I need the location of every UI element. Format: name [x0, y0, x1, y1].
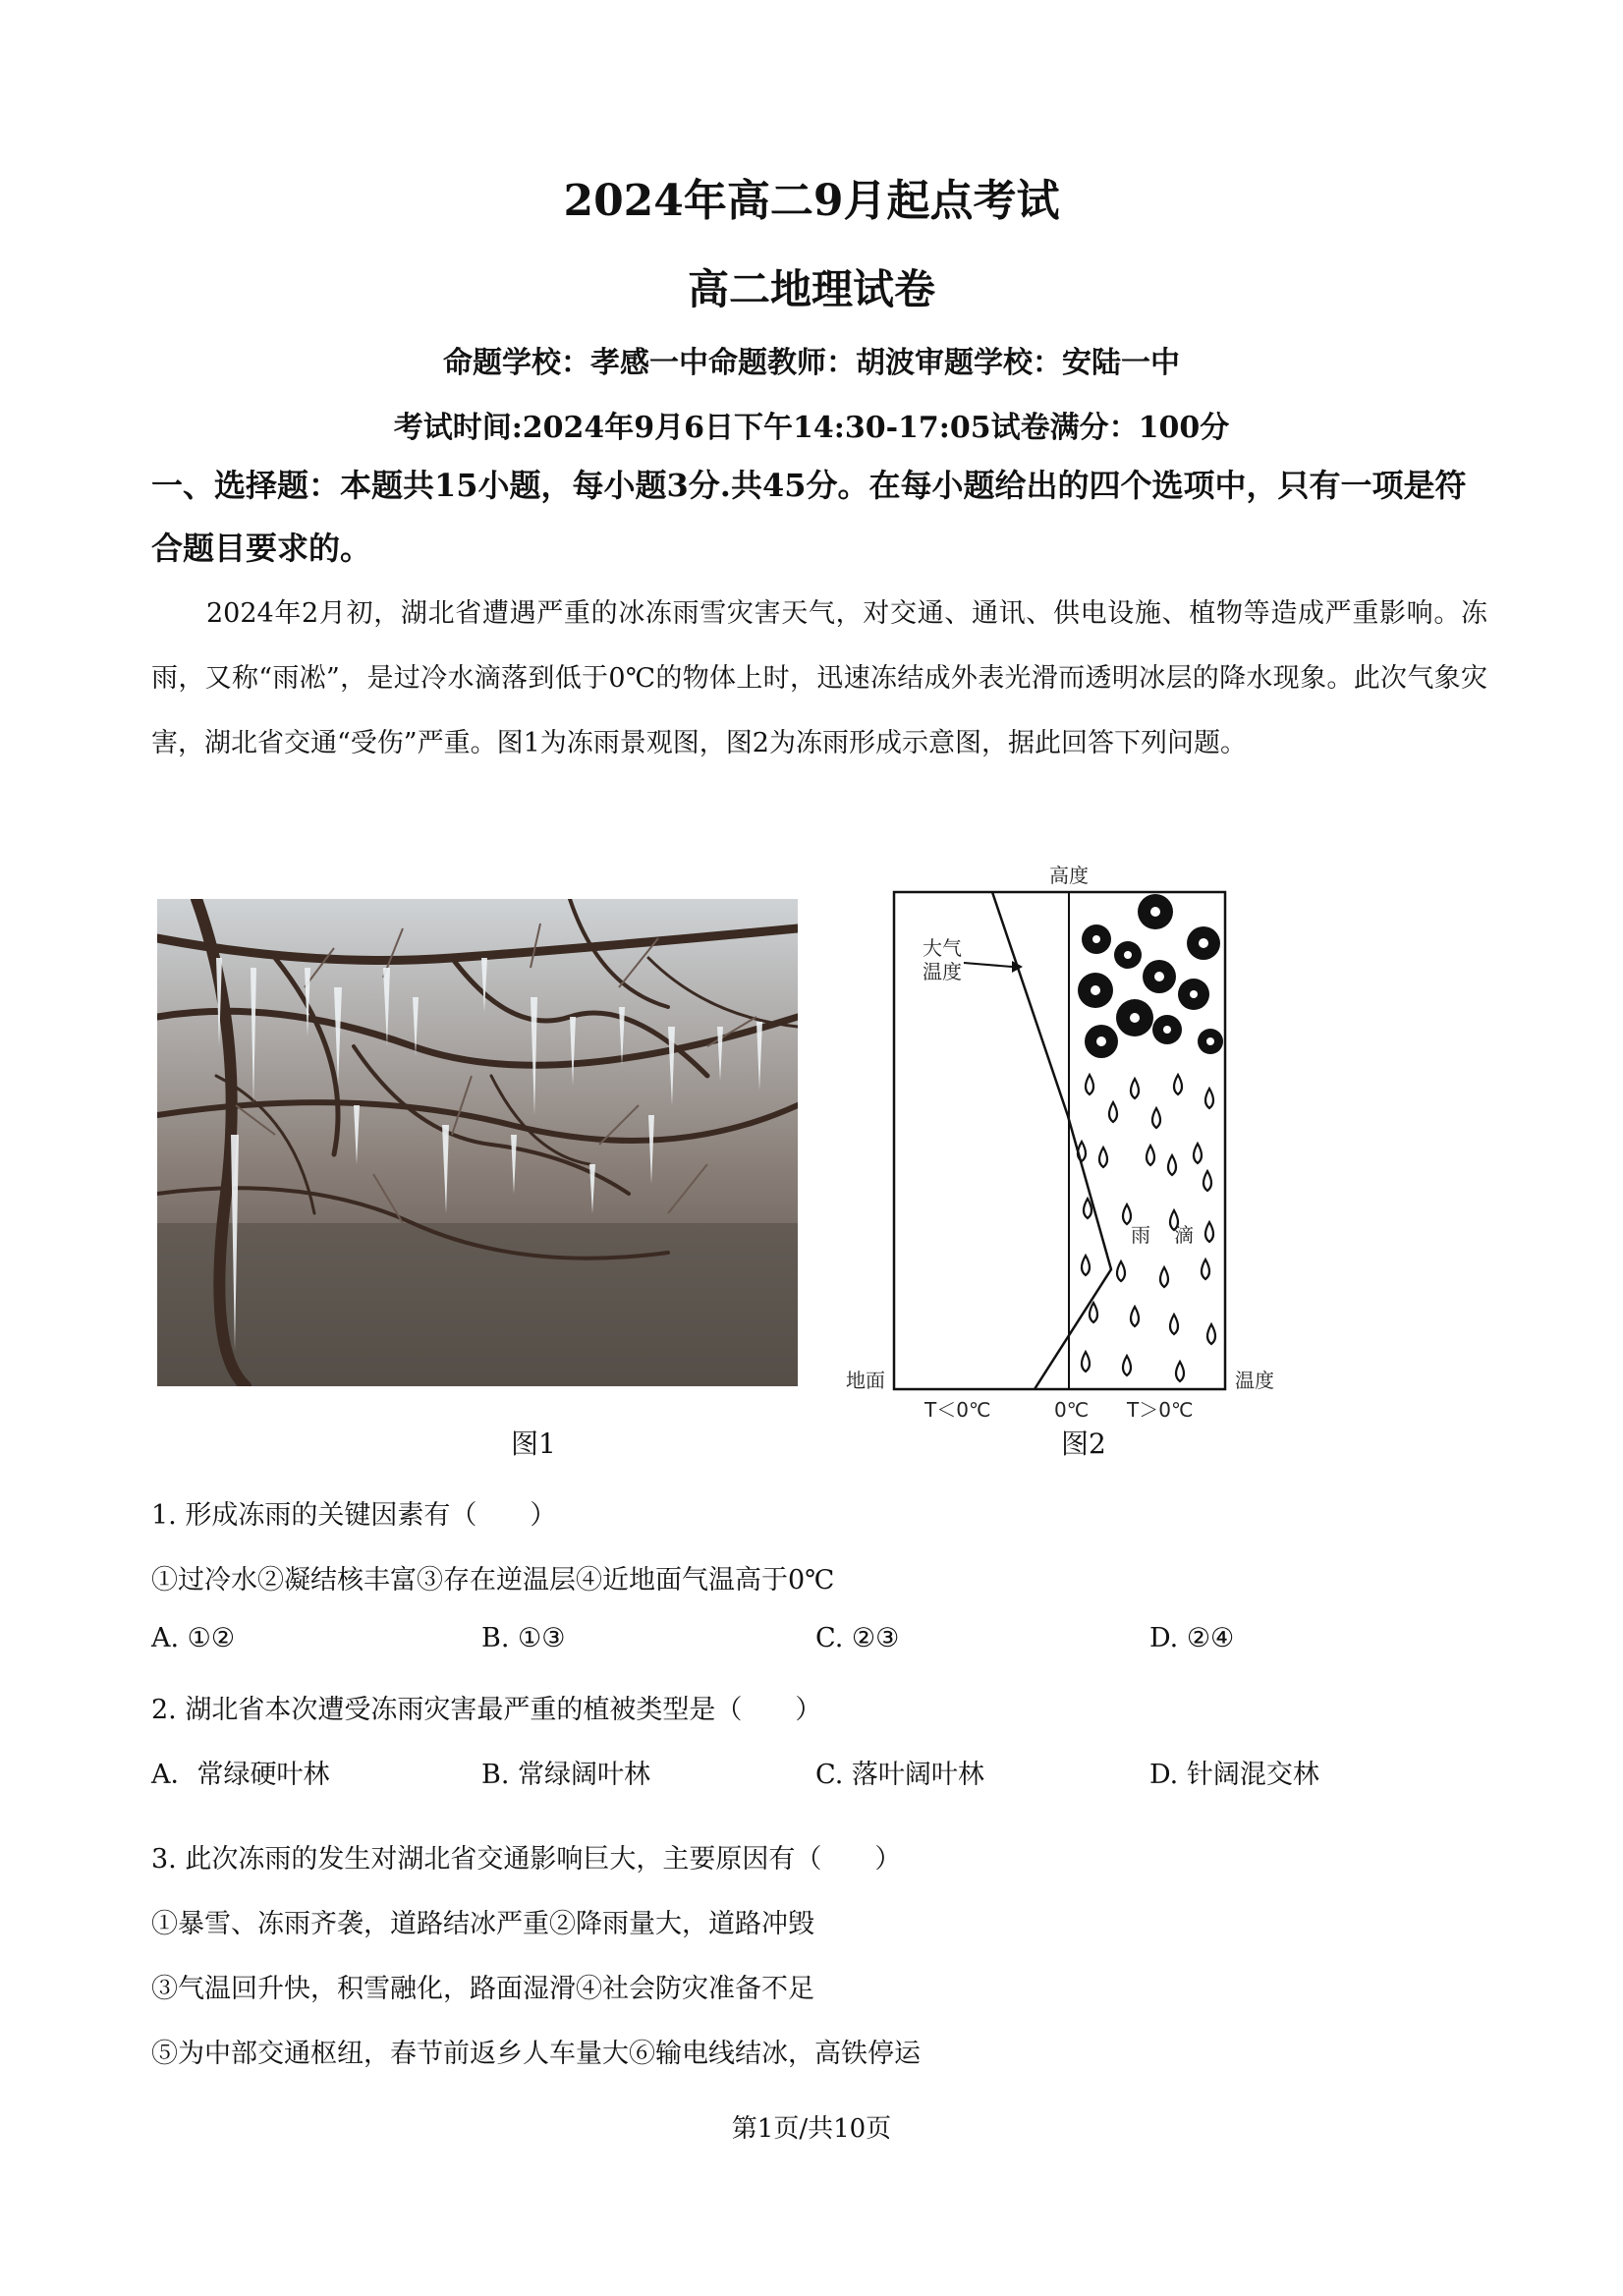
question-3-line-3: ⑤为中部交通枢纽，春节前返乡人车量大⑥输电线结冰，高铁停运 [151, 2039, 921, 2069]
page-footer: 第1页/共10页 [731, 2114, 892, 2144]
question-1-option-c[interactable]: C. ②③ [815, 1623, 900, 1653]
question-1-option-a[interactable]: A. ①② [151, 1623, 236, 1653]
question-1-items: ①过冷水②凝结核丰富③存在逆温层④近地面气温高于0℃ [151, 1565, 835, 1596]
question-1-stem: 1. 形成冻雨的关键因素有（ ） [151, 1500, 557, 1531]
diagram-label-above-zero: T＞0℃ [1127, 1398, 1194, 1422]
freezing-rain-photo [157, 899, 798, 1386]
diagram-label-air-temp-1: 大气 [923, 936, 962, 960]
diagram-label-below-zero: T＜0℃ [924, 1398, 991, 1422]
section-heading: 一、选择题：本题共15小题，每小题3分.共45分。在每小题给出的四个选项中，只有一项是符合题目要求的。 [151, 467, 1467, 567]
question-2-stem: 2. 湖北省本次遭受冻雨灾害最严重的植被类型是（ ） [151, 1695, 822, 1725]
diagram-label-ground: 地面 [846, 1369, 885, 1392]
question-2-option-d[interactable]: D. 针阔混交林 [1149, 1760, 1319, 1790]
figure2-caption: 图2 [1061, 1428, 1106, 1460]
figure1-caption: 图1 [511, 1428, 556, 1460]
question-2-option-b[interactable]: B. 常绿阔叶林 [481, 1760, 651, 1790]
exam-title: 2024年高二9月起点考试 [563, 176, 1060, 226]
author-info: 命题学校：孝感一中命题教师：胡波审题学校：安陆一中 [443, 346, 1180, 380]
question-2-option-c[interactable]: C. 落叶阔叶林 [815, 1760, 984, 1790]
exam-info: 考试时间:2024年9月6日下午14:30-17:05试卷满分：100分 [393, 411, 1230, 445]
diagram-label-temperature: 温度 [1235, 1369, 1274, 1392]
question-3-stem: 3. 此次冻雨的发生对湖北省交通影响巨大，主要原因有（ ） [151, 1844, 902, 1875]
diagram-label-height: 高度 [1049, 864, 1089, 887]
question-3-line-1: ①暴雪、冻雨齐袭，道路结冰严重②降雨量大，道路冲毁 [151, 1909, 814, 1939]
diagram-label-raindrop-1: 雨 [1131, 1223, 1150, 1247]
question-3-line-2: ③气温回升快，积雪融化，路面湿滑④社会防灾准备不足 [151, 1974, 814, 2004]
reading-passage: 2024年2月初，湖北省遭遇严重的冰冻雨雪灾害天气，对交通、通讯、供电设施、植物等造成严重影响。冻雨，又称“雨凇”，是过冷水滴落到低于0℃的物体上时，迅速冻结成外表光滑而透明冰层的降水现象。此次气象灾害，湖北省交通“受伤”严重。图1为冻雨景观图，图2为冻雨形成示意图，据此回答下列问题。 [151, 598, 1487, 758]
paper-subtitle: 高二地理试卷 [687, 265, 935, 313]
diagram-label-zero: 0℃ [1054, 1398, 1090, 1422]
question-1-option-b[interactable]: B. ①③ [481, 1623, 566, 1653]
diagram-label-raindrop-2: 滴 [1174, 1223, 1194, 1247]
question-1-option-d[interactable]: D. ②④ [1149, 1623, 1235, 1653]
freezing-rain-diagram [840, 857, 1292, 1427]
question-2-option-a[interactable]: A．常绿硬叶林 [151, 1760, 330, 1790]
diagram-label-air-temp-2: 温度 [923, 960, 962, 983]
